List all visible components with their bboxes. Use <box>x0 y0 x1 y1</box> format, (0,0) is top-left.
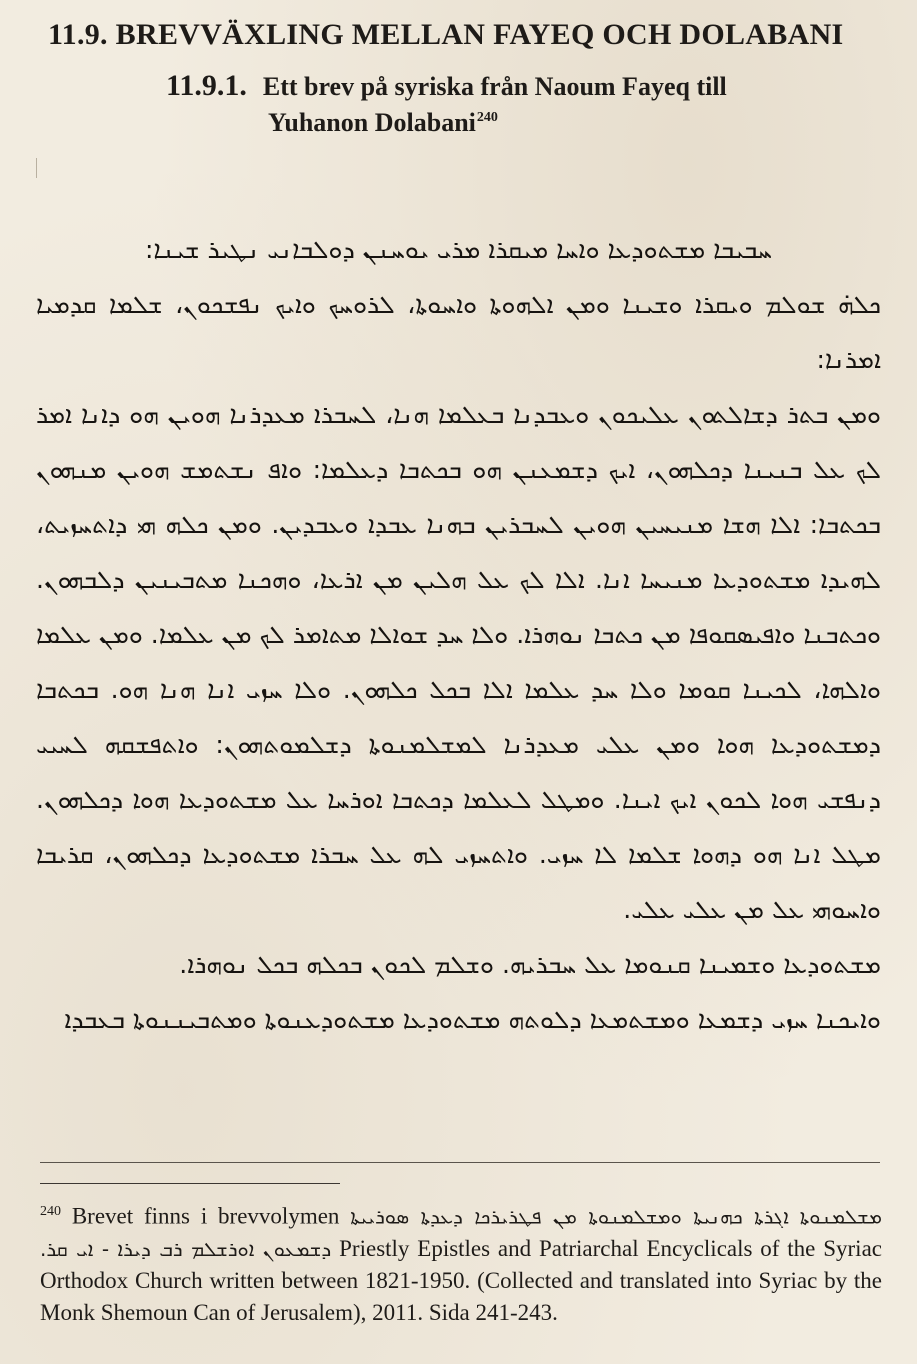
section-title: BREVVÄXLING MELLAN FAYEQ OCH DOLABANI <box>115 18 844 51</box>
subsection-heading <box>166 68 886 138</box>
subsection-title-line2 <box>268 107 886 138</box>
footnote-text-start: Brevet finns i brevvolymen <box>71 1203 340 1229</box>
syriac-letter-body <box>36 222 881 1047</box>
page-fold-line <box>40 1162 880 1163</box>
syriac-paragraph: ܘܡܢ ܒܬܪ ܕܫܐܠܬܘܢ ܥܠܝܟܘܢ ܘܥܒܕܢܐ ܒܥܠܡܐ ܗܢܐ، ܠܚܒܪܐ ܡܥܕܪܢܐ ܗܘܝܢ ܗܘ ܕܐܢܐ ܐܡܪ ܠܟ ܥܠ ܒܢܝܢܐ ܕܟܠܗܘܢ، ܐܝܟ ܕܫܡܥܢܢ ܗܘ ܒܟܬܒܐ ܕܥܠܡܐ: ܘܐܦ ܢܫܬܡܫ ܗܘܝܢ ܡܢܗܘܢ ܒܟܬܒܐ: ܐܠܐ ܗܫܐ ܡܢܝܚܝܢ ܗܘܝܢ ܠܚܒܪܝܢ ܒܗܢܐ ܥܒܕܐ ܘܥܒܕܝܢ. ܘܡܢ ܟܠܗ ܗܝ ܕܐܬܚܙܝܬ، ܠܗܝܕܐ ܡܫܬܘܕܥܐ ܡܢܝܚܐ ܐܢܐ. ܐܠܐ ܠܟ ܥܠ ܗܠܝܢ ܡܢ ܐܪܥܐ، ܘܗܟܢܐ ܡܬܒܝܢܝܢ ܕܠܒܗܘܢ. ܘܟܬܒܢܐ ܘܐܦܝܣܩܘܦܐ ܡܢ ܟܬܒܐ ܢܘܗܪܐ. ܘܠܐ ܚܕ ܫܘܐܠܐ ܡܬܐܡܪ ܠܟ ܡܢ ܥܠܡܐ. ܘܡܢ ܥܠܡܐ ܘܐܠܗܐ، ܠܟܝܢܐ ܩܘܡܐ ܘܠܐ ܚܕ ܥܠܡܐ ܐܠܐ ܒܟܠ ܟܠܗܘܢ. ܘܠܐ ܚܙܝ ܐܢܐ ܗܢܐ ܗܘ. ܒܟܬܒܐ ܕܡܫܬܘܕܥܐ ܗܘܐ ܘܡܢ ܥܠܝ ܡܥܕܪܢܐ ܠܡܫܠܡܢܘܬܐ ܕܫܠܡܘܬܗܘܢ: ܘܐܬܦܫܩܗ ܠܚܝܝ ܕܢܦܫܝ ܗܘܐ ܠܟܘܢ ܐܝܟ ܐܝܢܐ. ܘܡܛܠ ܠܥܠܡܐ ܕܟܬܒܐ ܐܘܪܚܐ ܥܠ ܡܫܬܘܕܥܐ ܗܘܐ ܕܟܠܗܘܢ. ܡܛܠ ܐܢܐ ܗܘ ܕܗܘܐ ܫܠܡܐ ܠܐ ܚܙܝ. ܘܐܬܚܙܝ ܠܗ ܥܠ ܚܒܪܐ ܡܫܬܘܕܥܐ ܕܟܠܗܘܢ، ܩܪܝܒܐ ܘܐܚܘܗܝ ܥܠ ܡܢ ܥܠܝ ܥܠܝ. <box>36 400 881 924</box>
syriac-paragraph: ܡܫܬܘܕܥܐ ܘܫܡܝܢܐ ܩܢܘܡܐ ܥܠ ܚܒܪܝܗ. ܘܫܠܡ ܠܟܘܢ ܒܟܠܗ ܒܟܠ ܢܘܗܪܐ. <box>179 950 881 979</box>
footnote-syriac-title-2: ܡܫܠܡܢܘܬܐ ܕܫܡܥܘܢ ܐܘܪܫܠܡ ܪܒ ܕܝܪܐ - ܐܝ ܩܪ. <box>40 1204 883 1261</box>
footnote-text-rest: Priestly Epistles and Patriarchal Encyclicals of the Syriac Orthodox Church written between 1821-1950. (Collected and translated into Syriac by the Monk Shemoun Can of Jerusalem), 2011. Sida 241-243. <box>40 1235 882 1325</box>
syriac-salutation: ܚܒܝܒܐ ܡܫܬܘܕܥܐ ܘܐܚܐ ܡܝܩܪܐ ܡܪܝ ܝܘܚܢܢ ܕܘܠܒܐܢܝ ܢܛܝܪ ܫܝܢܐ: <box>144 235 773 264</box>
footnote-separator <box>40 1183 340 1184</box>
syriac-paragraph: ܘܐܝܟܢܐ ܚܙܝ ܕܫܡܥܐ ܘܡܫܬܡܥܐ ܕܠܘܬܗ ܡܫܬܘܕܥܐ ܡܫܬܘܕܥܢܘܬܐ ܘܡܬܒܝܢܢܘܬܐ ܒܥܒܕܐ <box>64 1005 881 1034</box>
margin-mark <box>36 158 37 178</box>
subsection-title-line1: Ett brev på syriska från Naoum Fayeq till <box>262 72 727 101</box>
subsection-number: 11.9.1. <box>166 69 247 102</box>
subsection-title-line2-text: Yuhanon Dolabani <box>268 108 476 137</box>
footnote-syriac-title-1: ܐܓܪܬܐ ܟܗܢܝܬܐ ܘܡܫܠܡܢܘܬܐ ܡܢ ܦܛܪܝܪܟܐ ܕܥܕܬܐ ܣܘܪܝܝܬܐ <box>350 1204 789 1229</box>
syriac-paragraph: ܟܠܗ̇ ܫܘܠܡ ܘܝܩܪܐ ܘܫܝܢܐ ܘܡܢ ܐܠܗܘܬܐ ܘܐܚܘܬܐ، ܠܪܘܚܟ ܘܐܝܟ ܢܦܫܟܘܢ، ܫܠܡܐ ܩܕܡܝܐ ܐܡܪܢܐ: <box>36 290 881 374</box>
footnote-reference[interactable]: 240 <box>476 110 498 126</box>
footnote <box>40 1196 882 1329</box>
section-number: 11.9. <box>48 18 108 51</box>
footnote-number: 240 <box>40 1204 61 1219</box>
section-heading <box>48 18 844 52</box>
